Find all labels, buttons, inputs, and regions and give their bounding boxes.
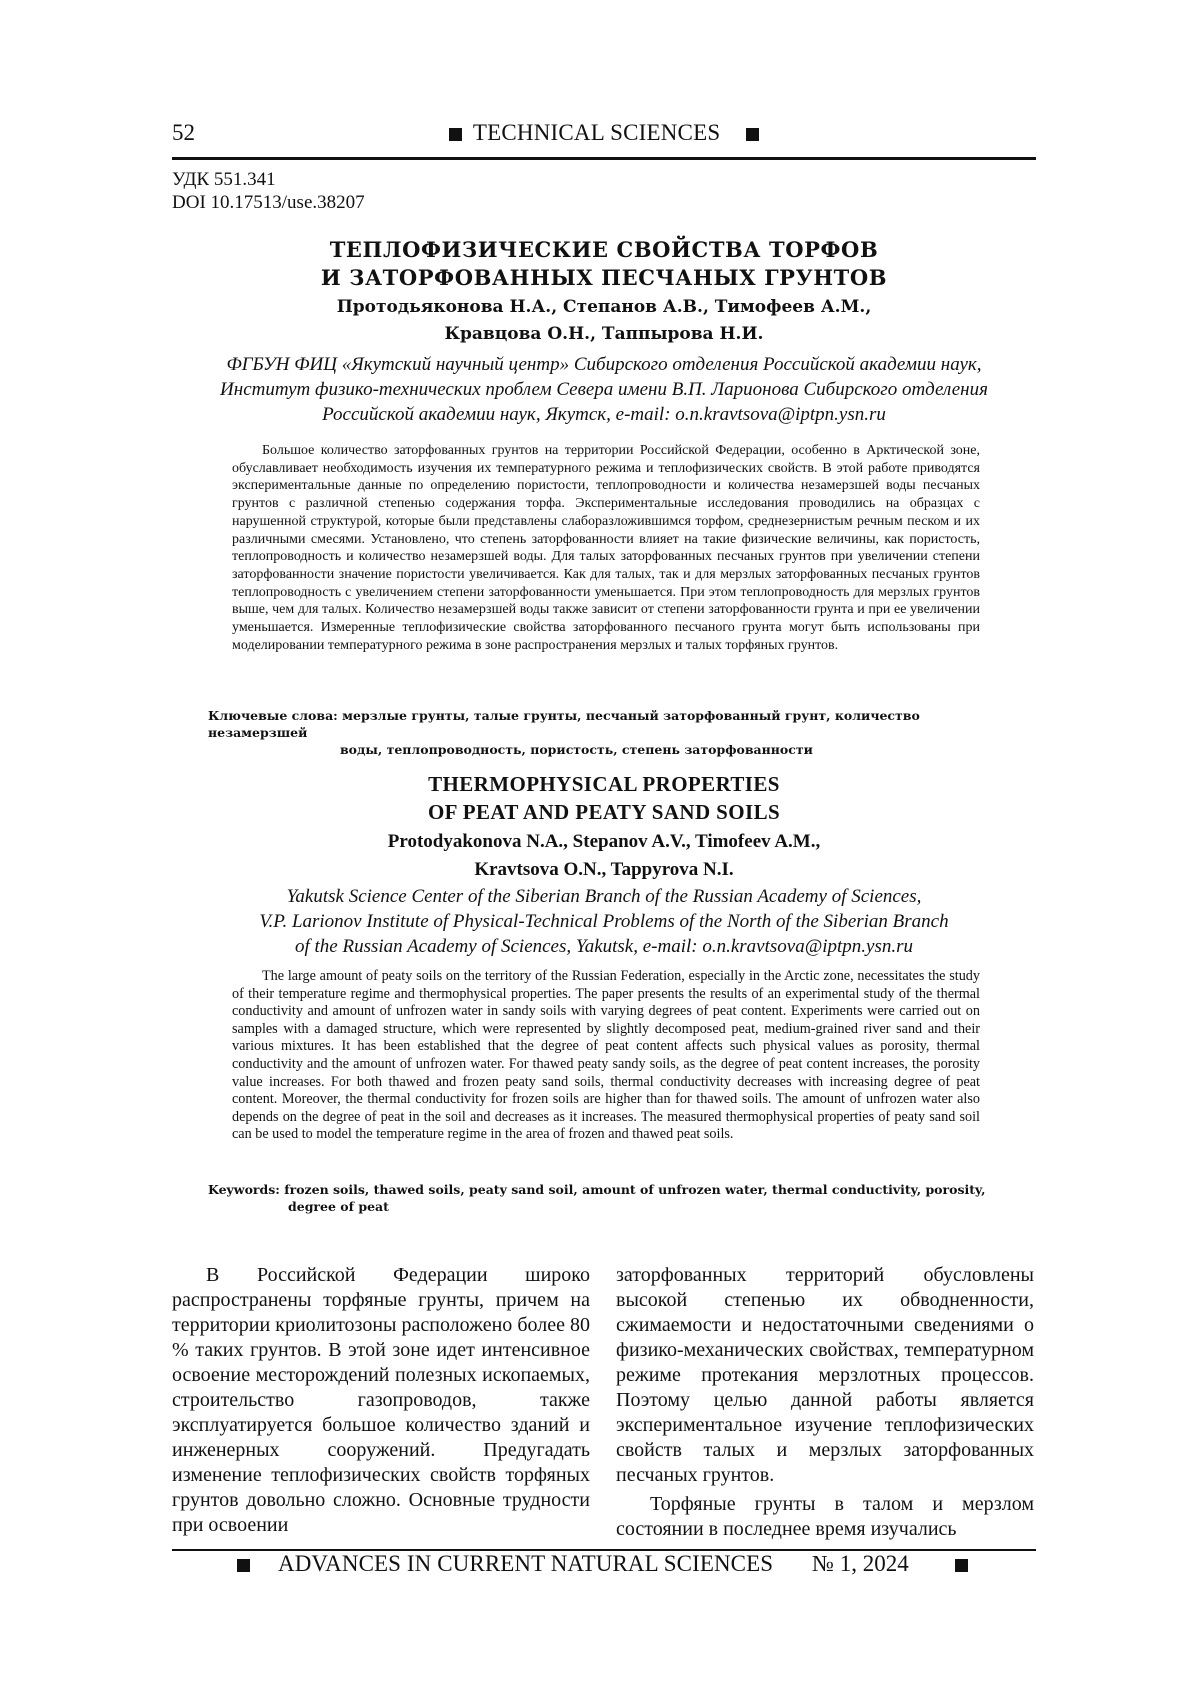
footer-journal-name: ADVANCES IN CURRENT NATURAL SCIENCES [278,1551,774,1576]
square-bullet-icon [955,1559,968,1572]
affiliation-en-line2: V.P. Larionov Institute of Physical-Technical Problems of the North of the Siberian Branch [259,911,949,932]
keywords-ru-line1: Ключевые слова: мерзлые грунты, талые грунты, песчаный заторфованный грунт, количество незамерзшей [208,708,920,740]
header-rule [172,157,1036,160]
udk-code: УДК 551.341 [172,169,276,190]
affiliation-ru-line1: ФГБУН ФИЦ «Якутский научный центр» Сибирского отделения Российской академии наук, [226,354,982,375]
keywords-ru [208,707,1008,758]
title-en-line2: OF PEAT AND PEATY SAND SOILS [427,800,781,824]
article-title-ru [172,236,1036,292]
body-paragraph: заторфованных территорий обусловлены высокой степенью их обводненности, сжимаемости и недостаточными сведениями о физико-механических свойствах, температурном режиме протекания мерзлотных процессов. Поэтому целью данной работы является экспериментальное изучение теплофизических свойств талых и мерзлых заторфованных песчаных грунтов. [616,1264,1034,1486]
journal-section-label: TECHNICAL SCIENCES [472,120,721,145]
affiliation-en-line1: Yakutsk Science Center of the Siberian Branch of the Russian Academy of Sciences, [286,886,922,907]
authors-en [172,828,1036,884]
journal-section [455,120,720,146]
body-paragraph: Торфяные грунты в талом и мерзлом состоянии в последнее время изучались [616,1493,1034,1540]
keywords-en [208,1181,1008,1215]
body-column-right [616,1263,1034,1542]
article-identifiers [172,168,365,214]
square-bullet-icon [237,1559,250,1572]
title-ru-line1: ТЕПЛОФИЗИЧЕСКИЕ СВОЙСТВА ТОРФОВ [329,237,879,262]
affiliation-en [172,884,1036,959]
keywords-ru-line2: воды, теплопроводность, пористость, степень заторфованности [340,742,813,757]
authors-ru-line2: Кравцова О.Н., Таппырова Н.И. [444,324,764,344]
affiliation-ru-line2: Институт физико-технических проблем Севера имени В.П. Ларионова Сибирского отделения [220,379,988,400]
doi-code: DOI 10.17513/use.38207 [172,192,365,213]
abstract-ru: Большое количество заторфованных грунтов на территории Российской Федерации, особенно в Арктической зоне, обуславливает необходимость изучения их температурного режима и теплофизических свойств. В этой работе приводятся экспериментальные данные по определению пористости, теплопроводности и количества незамерзшей воды песчаных грунтов с различной степенью содержания торфа. Экспериментальные исследования проводились на образцах с нарушенной структурой, которые были представлены слаборазложившимся торфом, среднезернистым речным песком и их различными смесями. Установлено, что степень заторфованности влияет на такие физические величины, как пористость, теплопроводность и количество незамерзшей воды. Для талых заторфованных песчаных грунтов при увеличении степени заторфованности значение пористости увеличивается. Как для талых, так и для мерзлых заторфованных песчаных грунтов теплопроводность с увеличением степени заторфованности уменьшается. При этом теплопроводность для мерзлых грунтов выше, чем для талых. Количество незамерзшей воды также зависит от степени заторфованности грунта и при ее увеличении уменьшается. Измеренные теплофизические свойства заторфованного песчаного грунта могут быть использованы при моделировании температурного режима в зоне распространения мерзлых и талых торфяных грунтов. [232,443,980,653]
article-title-en [172,770,1036,826]
affiliation-en-line3: of the Russian Academy of Sciences, Yakutsk, e-mail: o.n.kravtsova@iptpn.ysn.ru [295,936,913,957]
abstract-en: The large amount of peaty soils on the territory of the Russian Federation, especially in the Arctic zone, necessitates the study of their temperature regime and thermophysical properties. The paper presents the results of an experimental study of the thermal conductivity and amount of unfrozen water in sandy soils with varying degrees of peat content. Experiments were carried out on samples with a damaged structure, which were represented by slightly decomposed peat, medium-grained river sand and their various mixtures. It has been established that the degree of peat content affects such physical values as porosity, thermal conductivity and the amount of unfrozen water. For thawed peaty sandy soils, as the degree of peat content increases, the porosity value increases. For both thawed and frozen peaty sand soils, thermal conductivity decreases with increasing degree of peat content. Moreover, the thermal conductivity for frozen soils are higher than for thawed soils. The amount of unfrozen water also depends on the degree of peat in the soil and decreases as it increases. The measured thermophysical properties of peaty sand soil can be used to model the temperature regime in the area of frozen and thawed peat soils. [232,968,980,1143]
footer-issue: № 1, 2024 [812,1551,909,1576]
square-bullet-icon [746,128,759,141]
title-ru-line2: И ЗАТОРФОВАННЫХ ПЕСЧАНЫХ ГРУНТОВ [320,265,888,290]
authors-ru-line1: Протодьяконова Н.А., Степанов А.В., Тимофеев А.М., [336,297,872,317]
authors-ru [172,294,1036,348]
body-paragraph: В Российской Федерации широко распространены торфяные грунты, причем на территории криолитозоны расположено более 80 % таких грунтов. В этой зоне идет интенсивное освоение месторождений полезных ископаемых, строительство газопроводов, также эксплуатируется большое количество зданий и инженерных сооружений. Предугадать изменение теплофизических свойств торфяных грунтов довольно сложно. Основные трудности при освоении [172,1264,590,1536]
authors-en-line1: Protodyakonova N.A., Stepanov A.V., Timofeev A.M., [387,831,821,852]
keywords-en-line1: Keywords: frozen soils, thawed soils, peaty sand soil, amount of unfrozen water, thermal conductivity, porosity, [208,1182,986,1197]
keywords-en-line2: degree of peat [288,1199,389,1214]
affiliation-ru [172,352,1036,427]
page-number: 52 [172,120,195,145]
body-column-left [172,1263,590,1538]
authors-en-line2: Kravtsova O.N., Tappyrova N.I. [474,859,734,880]
title-en-line1: THERMOPHYSICAL PROPERTIES [428,772,780,796]
affiliation-ru-line3: Российской академии наук, Якутск, e-mail: o.n.kravtsova@iptpn.ysn.ru [322,404,886,425]
